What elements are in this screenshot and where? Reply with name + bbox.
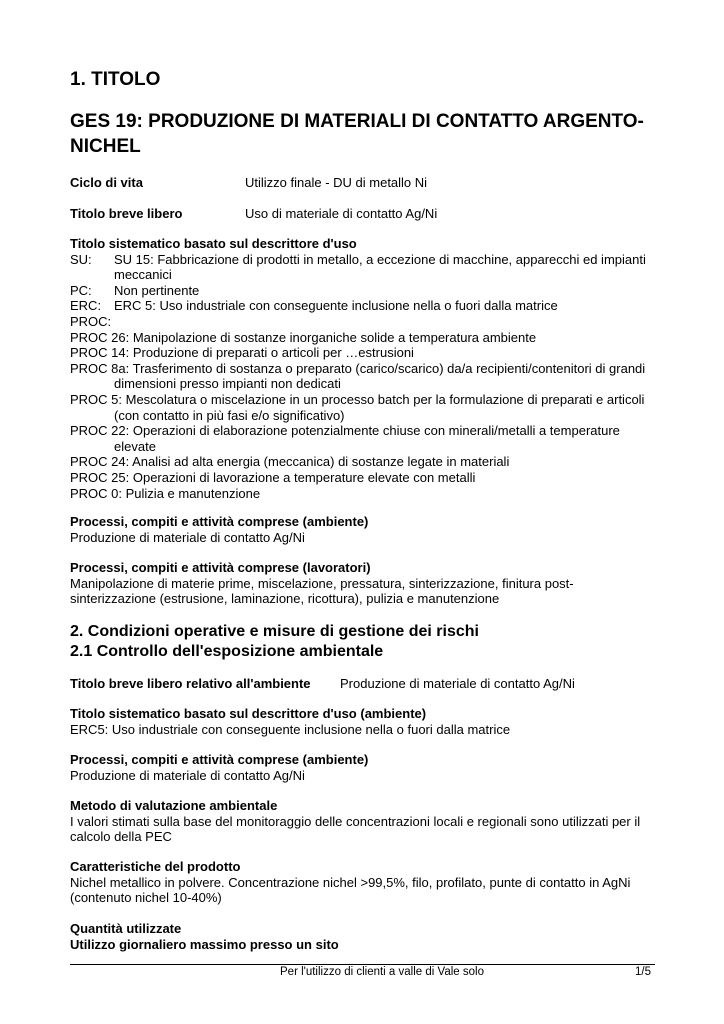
- metodo-heading: Metodo di valutazione ambientale: [70, 798, 278, 813]
- su-text: SU 15: Fabbricazione di prodotti in metallo, a eccezione di macchine, apparecchi ed impianti meccanici: [114, 251, 646, 283]
- titolo-breve-ambiente-value: Produzione di materiale di contatto Ag/Ni: [340, 676, 575, 691]
- proc-item: PROC 25: Operazioni di lavorazione a temperature elevate con metalli: [70, 469, 476, 485]
- su-row: [70, 252, 655, 283]
- processi-lavoratori-heading: Processi, compiti e attività comprese (lavoratori): [70, 560, 371, 575]
- processi-ambiente-block: [70, 514, 655, 545]
- processi-lavoratori-block: [70, 560, 655, 607]
- footer-divider: [70, 964, 655, 965]
- page-number: 1/5: [635, 966, 651, 978]
- processi-ambiente-2-heading: Processi, compiti e attività comprese (ambiente): [70, 752, 369, 767]
- ges-title: GES 19: PRODUZIONE DI MATERIALI DI CONTATTO ARGENTO-NICHEL: [70, 111, 644, 157]
- proc-item: PROC 14: Produzione di preparati o articoli per …estrusioni: [70, 345, 414, 361]
- ciclo-di-vita-label: Ciclo di vita: [70, 175, 143, 190]
- processi-lavoratori-text: Manipolazione di materie prime, miscelazione, pressatura, sinterizzazione, finitura post-sinterizzazione (estrusione, laminazione, ricottura), pulizia e manutenzione: [70, 575, 574, 607]
- erc-row: [70, 298, 655, 314]
- titolo-breve-ambiente-label: Titolo breve libero relativo all'ambiente: [70, 676, 311, 691]
- metodo-block: [70, 798, 655, 845]
- proc-item: PROC 24: Analisi ad alta energia (meccanica) di sostanze legate in materiali: [70, 454, 510, 470]
- caratteristiche-text: Nichel metallico in polvere. Concentrazione nichel >99,5%, filo, profilato, punte di contatto in AgNi (contenuto nichel 10-40%): [70, 874, 631, 906]
- footer-text: Per l'utilizzo di clienti a valle di Vale solo: [280, 966, 484, 978]
- processi-ambiente-2-text: Produzione di materiale di contatto Ag/Ni: [70, 767, 305, 783]
- section-heading-titolo: 1. TITOLO: [70, 69, 161, 90]
- metodo-text: I valori stimati sulla base del monitoraggio delle concentrazioni locali e regionali sono utilizzati per il calcolo della PEC: [70, 813, 641, 845]
- sistematico-ambiente-heading: Titolo sistematico basato sul descrittore d'uso (ambiente): [70, 706, 427, 721]
- erc-code: ERC:: [70, 298, 102, 314]
- quantita-subheading: Utilizzo giornaliero massimo presso un sito: [70, 936, 339, 952]
- proc-label: PROC:: [70, 313, 112, 329]
- processi-ambiente-heading: Processi, compiti e attività comprese (ambiente): [70, 514, 369, 529]
- erc-text: ERC 5: Uso industriale con conseguente inclusione nella o fuori dalla matrice: [114, 298, 558, 314]
- su-code: SU:: [70, 251, 92, 267]
- proc-item: PROC 5: Mescolatura o miscelazione in un processo batch per la formulazione di preparati e articoli (con contatto in più fasi e/o significativo): [70, 391, 645, 423]
- pc-text: Non pertinente: [114, 282, 200, 298]
- section-2-title: 2. Condizioni operative e misure di gestione dei rischi: [70, 623, 479, 640]
- proc-item: PROC 22: Operazioni di elaborazione potenzialmente chiuse con minerali/metalli a temperature elevate: [70, 423, 620, 454]
- section-2-1-title: 2.1 Controllo dell'esposizione ambientale: [70, 643, 384, 660]
- pc-code: PC:: [70, 282, 92, 298]
- quantita-block: [70, 921, 655, 952]
- proc-item: PROC 26: Manipolazione di sostanze inorganiche solide a temperatura ambiente: [70, 329, 537, 345]
- titolo-breve-label: Titolo breve libero: [70, 206, 183, 221]
- titolo-sistematico-block: [70, 236, 655, 501]
- ciclo-di-vita-value: Utilizzo finale - DU di metallo Ni: [245, 175, 428, 190]
- processi-ambiente-2-block: [70, 752, 655, 783]
- titolo-breve-value: Uso di materiale di contatto Ag/Ni: [245, 206, 438, 221]
- processi-ambiente-text: Produzione di materiale di contatto Ag/Ni: [70, 529, 305, 545]
- quantita-heading: Quantità utilizzate: [70, 921, 182, 936]
- sistematico-ambiente-block: [70, 706, 655, 737]
- caratteristiche-heading: Caratteristiche del prodotto: [70, 859, 241, 874]
- caratteristiche-block: [70, 859, 655, 906]
- proc-item: PROC 0: Pulizia e manutenzione: [70, 485, 261, 501]
- proc-item: PROC 8a: Trasferimento di sostanza o preparato (carico/scarico) da/a recipienti/contenitori di grandi dimensioni presso impianti non dedicati: [70, 360, 646, 392]
- titolo-sistematico-heading: Titolo sistematico basato sul descrittore d'uso: [70, 236, 357, 251]
- pc-row: [70, 283, 655, 299]
- sistematico-ambiente-text: ERC5: Uso industriale con conseguente inclusione nella o fuori dalla matrice: [70, 721, 511, 737]
